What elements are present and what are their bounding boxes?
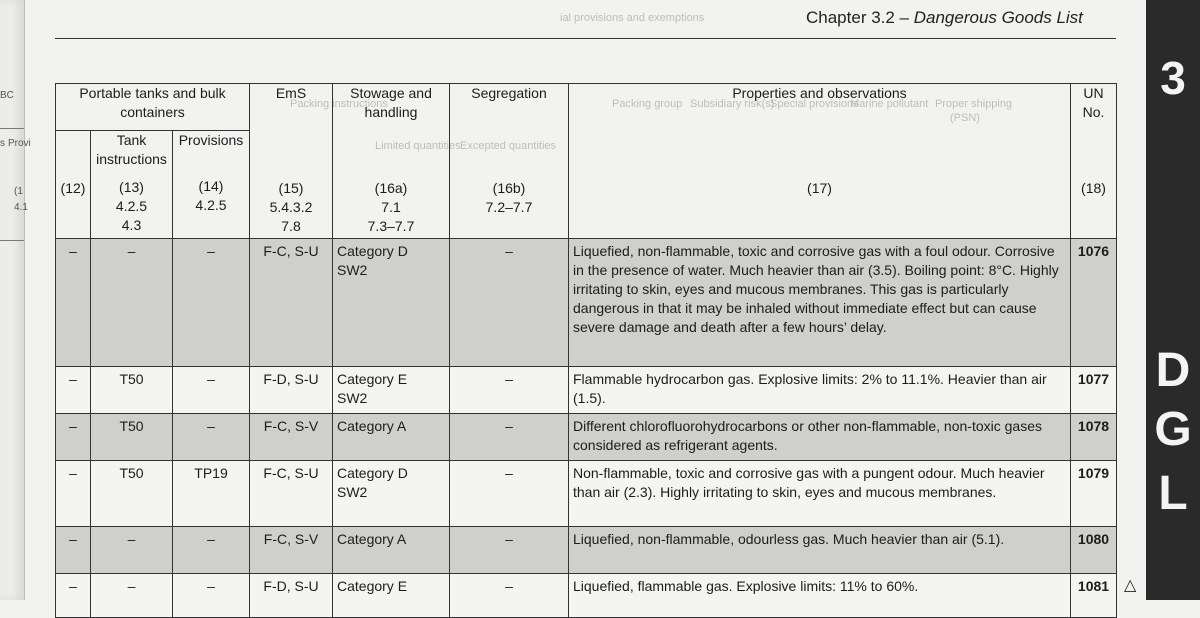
cell-properties: Flammable hydrocarbon gas. Explosive limits: 2% to 11.1%. Heavier than air (1.5). — [569, 367, 1071, 414]
cell-col12: – — [56, 574, 91, 618]
col-number-12: (12) — [60, 180, 86, 196]
header-provisions — [173, 131, 250, 239]
cell-stowage — [333, 527, 450, 574]
table-row — [56, 461, 1117, 527]
cell-col12: – — [56, 367, 91, 414]
cell-properties: Non-flammable, toxic and corrosive gas with a pungent odour. Much heavier than air (2.3). Highly irritating to skin, eyes and mucous membranes. — [569, 461, 1071, 527]
bleed-through-text: (PSN) — [950, 112, 980, 124]
cell-segregation: – — [450, 414, 569, 461]
header-stowage — [333, 84, 450, 239]
cell-ems: F-C, S-U — [250, 239, 333, 367]
stowage-category: Category E — [337, 371, 408, 387]
cell-stowage — [333, 461, 450, 527]
cell-stowage — [333, 414, 450, 461]
header-properties-label: Properties and observations — [732, 85, 907, 101]
left-fragment: s — [0, 138, 5, 149]
chapter-side-tab — [1146, 0, 1200, 600]
header-segregation — [450, 84, 569, 239]
stowage-category: Category A — [337, 418, 407, 434]
cell-tank-instructions: T50 — [91, 367, 173, 414]
cell-provisions: – — [173, 367, 250, 414]
stowage-code: SW2 — [337, 262, 368, 278]
cell-provisions: – — [173, 527, 250, 574]
table-row — [56, 239, 1117, 367]
col-ref-15a: 5.4.3.2 — [269, 199, 313, 215]
cell-col12: – — [56, 239, 91, 367]
bleed-through-text: Proper shipping — [935, 98, 1013, 110]
bleed-through-text: Special provisions — [770, 98, 859, 110]
col-ref-16a-1: 7.1 — [381, 199, 401, 215]
cell-properties: Different chlorofluorohydrocarbons or other non-flammable, non-toxic gases considered as refrigerant agents. — [569, 414, 1071, 461]
header-segregation-label: Segregation — [471, 85, 547, 101]
header-ems — [250, 84, 333, 239]
chapter-label: Chapter 3.2 – — [806, 8, 910, 27]
cell-ems: F-C, S-U — [250, 461, 333, 527]
stowage-category: Category E — [337, 578, 408, 594]
cell-segregation: – — [450, 527, 569, 574]
left-rule — [0, 128, 24, 129]
cell-ems: F-D, S-U — [250, 367, 333, 414]
cell-properties: Liquefied, non-flammable, odourless gas. Much heavier than air (5.1). — [569, 527, 1071, 574]
cell-un-number: 1080 — [1071, 527, 1117, 574]
amendment-triangle-icon: △ — [1124, 577, 1137, 594]
col-number-18: (18) — [1081, 180, 1106, 196]
left-fragment: (1 — [14, 186, 23, 197]
cell-segregation: – — [450, 367, 569, 414]
table-row — [56, 574, 1117, 618]
side-tab-letter: G — [1154, 403, 1192, 456]
header-col-12 — [56, 131, 91, 239]
table-row — [56, 527, 1117, 574]
header-provisions-label: Provisions — [178, 132, 244, 148]
col-ref-14: 4.2.5 — [195, 197, 227, 213]
bleed-through-text: Marine pollutant — [850, 98, 929, 110]
left-fragment: BC — [0, 90, 14, 101]
cell-provisions: – — [173, 574, 250, 618]
stowage-category: Category D — [337, 465, 408, 481]
col-number-14: (14) — [198, 178, 224, 194]
cell-ems: F-C, S-V — [250, 527, 333, 574]
stowage-code: SW2 — [337, 390, 368, 406]
left-fragment: 4.1 — [14, 202, 28, 213]
bleed-through-text: Subsidiary risk(s) — [690, 98, 775, 110]
col-number-16a: (16a) — [374, 180, 408, 196]
col-number-16b: (16b) — [492, 180, 526, 196]
cell-tank-instructions: – — [91, 574, 173, 618]
cell-tank-instructions: T50 — [91, 414, 173, 461]
chapter-heading — [806, 8, 1083, 28]
header-un-no-label: UN No. — [1082, 85, 1105, 120]
header-un-no — [1071, 84, 1117, 239]
side-tab-letter: D — [1155, 344, 1191, 397]
header-tank-instructions — [91, 131, 173, 239]
stowage-code: SW2 — [337, 484, 368, 500]
cell-col12: – — [56, 461, 91, 527]
col-ref-13b: 4.3 — [121, 217, 142, 233]
left-fragment: Provi — [8, 138, 31, 149]
cell-properties: Liquefied, flammable gas. Explosive limits: 11% to 60%. — [569, 574, 1071, 618]
header-rule — [55, 38, 1116, 39]
cell-stowage — [333, 239, 450, 367]
left-rule — [0, 240, 24, 241]
col-number-15: (15) — [278, 180, 304, 196]
cell-tank-instructions: T50 — [91, 461, 173, 527]
cell-tank-instructions: – — [91, 239, 173, 367]
cell-provisions: – — [173, 414, 250, 461]
cell-stowage — [333, 574, 450, 618]
header-ems-label: EmS — [275, 85, 307, 101]
col-ref-15b: 7.8 — [281, 218, 301, 234]
dangerous-goods-table — [55, 83, 1117, 618]
bleed-through-text: Limited quantities — [375, 140, 461, 152]
cell-un-number: 1076 — [1071, 239, 1117, 367]
bleed-through-text: Excepted quantities — [460, 140, 557, 152]
cell-un-number: 1078 — [1071, 414, 1117, 461]
cell-ems: F-C, S-V — [250, 414, 333, 461]
header-stowage-label: Stowage and handling — [350, 85, 432, 120]
cell-tank-instructions: – — [91, 527, 173, 574]
bleed-through-text: ial provisions and exemptions — [560, 12, 705, 24]
side-tab-chapter-number: 3 — [1160, 52, 1186, 104]
col-ref-13a: 4.2.5 — [115, 198, 148, 214]
header-tank-instructions-label: Tank instructions — [96, 132, 167, 167]
cell-properties: Liquefied, non-flammable, toxic and corrosive gas with a foul odour. Corrosive in the presence of water. Much heavier than air (3.5). Boiling point: 8°C. Highly irritating to skin, eyes and mucous membranes. This gas is particularly dangerous in that it may be inhaled without immediate effect but can cause severe damage and death after a few hours’ delay. — [569, 239, 1071, 367]
left-page-edge — [0, 0, 31, 600]
cell-col12: – — [56, 414, 91, 461]
col-number-17: (17) — [807, 180, 832, 196]
col-ref-16a-2: 7.3–7.7 — [367, 218, 415, 234]
bleed-through-text: Packing group — [612, 98, 683, 110]
cell-un-number: 1081 — [1071, 574, 1117, 618]
header-properties — [569, 84, 1071, 239]
col-number-13: (13) — [119, 179, 144, 195]
cell-segregation: – — [450, 239, 569, 367]
cell-un-number: 1079 — [1071, 461, 1117, 527]
bleed-through-text: Packing instructions — [290, 98, 388, 110]
table-row — [56, 414, 1117, 461]
cell-provisions: TP19 — [173, 461, 250, 527]
cell-ems: F-D, S-U — [250, 574, 333, 618]
cell-stowage — [333, 367, 450, 414]
side-tab-letter: L — [1158, 467, 1188, 520]
table-row — [56, 367, 1117, 414]
col-ref-16b: 7.2–7.7 — [485, 199, 533, 215]
chapter-title: Dangerous Goods List — [913, 8, 1083, 27]
cell-un-number: 1077 — [1071, 367, 1117, 414]
stowage-category: Category A — [337, 531, 407, 547]
cell-segregation: – — [450, 461, 569, 527]
cell-segregation: – — [450, 574, 569, 618]
cell-col12: – — [56, 527, 91, 574]
cell-provisions: – — [173, 239, 250, 367]
header-portable-tanks: Portable tanks and bulk containers — [56, 84, 250, 131]
stowage-category: Category D — [337, 243, 408, 259]
